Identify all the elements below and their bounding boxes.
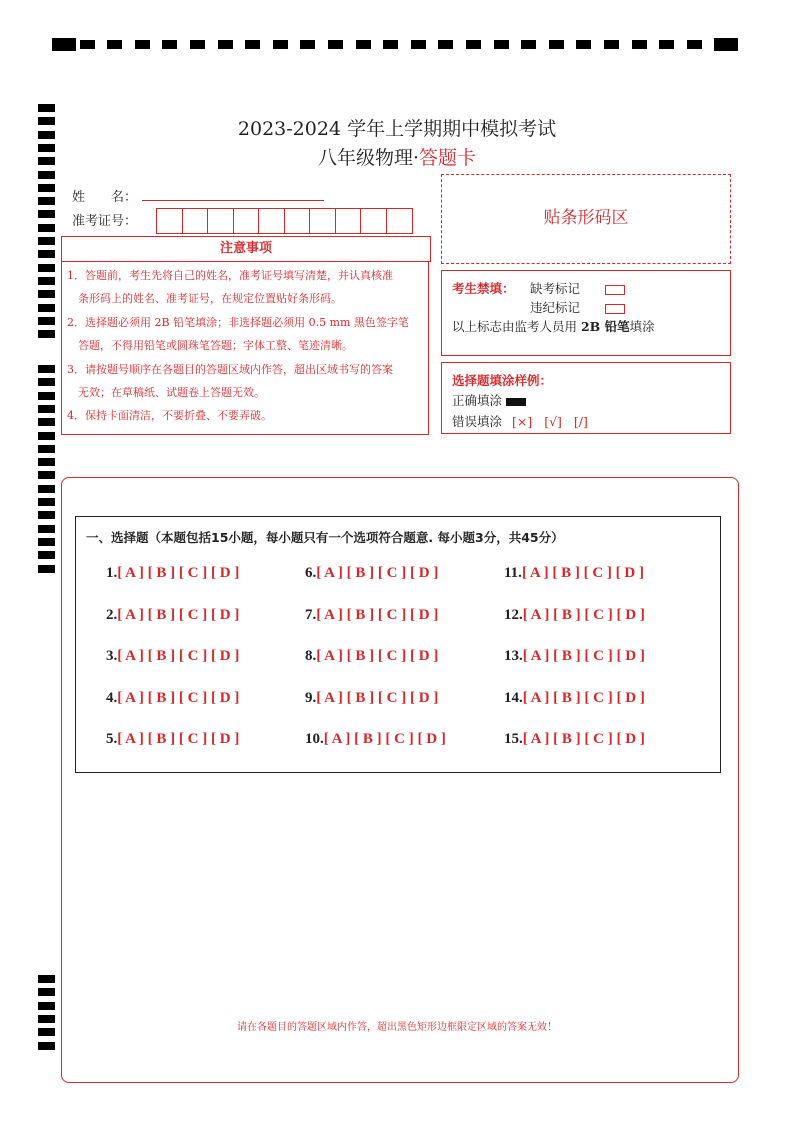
exam-title: 2023-2024 学年上学期期中模拟考试 — [237, 118, 557, 140]
timing-mark — [38, 264, 55, 272]
timing-mark — [38, 104, 55, 112]
timing-mark — [38, 538, 55, 546]
choice-question — [504, 648, 645, 665]
timing-mark — [218, 40, 233, 49]
timing-mark — [38, 277, 55, 285]
question-number: 3. — [106, 648, 118, 664]
timing-mark — [549, 40, 564, 49]
choice-question — [504, 565, 644, 582]
answer-options[interactable]: [ A ] [ B ] [ C ] [ D ] — [522, 648, 645, 664]
answer-options[interactable]: [ A ] [ B ] [ C ] [ D ] — [117, 648, 240, 664]
timing-mark — [494, 40, 509, 49]
exam-id-boxes[interactable] — [156, 208, 413, 234]
timing-mark — [38, 988, 55, 996]
timing-mark — [632, 40, 647, 49]
timing-mark — [38, 290, 55, 298]
timing-mark — [38, 330, 55, 338]
timing-mark — [135, 40, 150, 49]
timing-mark — [576, 40, 591, 49]
timing-mark — [38, 378, 55, 386]
notice-line: 答题，不得用铅笔或圆珠笔答题；字体工整、笔迹清晰。 — [67, 339, 353, 352]
violation-mark-box[interactable] — [605, 304, 625, 314]
question-number: 14. — [504, 690, 523, 706]
choice-question — [305, 690, 438, 707]
correct-fill-row: 正确填涂 — [452, 391, 526, 409]
choice-question — [106, 565, 239, 582]
name-field[interactable] — [142, 200, 324, 201]
notice-line: 4．保持卡面清洁，不要折叠、不要弄破。 — [67, 409, 272, 422]
answer-options[interactable]: [ A ] [ B ] [ C ] [ D ] — [521, 565, 644, 581]
exam-subtitle: 八年级物理·答题卡 — [317, 147, 477, 169]
answer-options[interactable]: [ A ] [ B ] [ C ] [ D ] — [117, 690, 240, 706]
absent-mark-box[interactable] — [605, 285, 625, 295]
timing-mark — [38, 237, 55, 245]
timing-mark — [714, 38, 738, 51]
exam-id-box[interactable] — [208, 209, 234, 233]
timing-mark — [38, 250, 55, 258]
choice-question — [106, 648, 239, 665]
timing-mark — [383, 40, 398, 49]
choice-question — [106, 690, 239, 707]
answer-options[interactable]: [ A ] [ B ] [ C ] [ D ] — [117, 607, 240, 623]
exam-id-label: 准考证号： — [72, 214, 138, 229]
answer-options[interactable]: [ A ] [ B ] [ C ] [ D ] — [117, 731, 240, 747]
wrong-fill-row: 错误填涂 [×] [√] [/] — [452, 414, 588, 429]
timing-mark — [245, 40, 260, 49]
forbid-note: 以上标志由监考人员用 2B 铅笔填涂 — [452, 319, 655, 334]
choice-question — [504, 731, 645, 748]
timing-mark — [38, 445, 55, 453]
choice-question — [504, 607, 645, 624]
answer-options[interactable]: [ A ] [ B ] [ C ] [ D ] — [316, 607, 439, 623]
wrong-mark: [√] — [544, 414, 562, 429]
timing-mark — [38, 224, 55, 232]
timing-mark — [162, 40, 177, 49]
choice-question — [106, 731, 239, 748]
question-number: 5. — [106, 731, 118, 747]
answer-options[interactable]: [ A ] [ B ] [ C ] [ D ] — [316, 565, 439, 581]
question-number: 12. — [504, 607, 523, 623]
timing-mark — [38, 551, 55, 559]
timing-mark — [38, 565, 55, 573]
choice-question — [305, 648, 438, 665]
notice-line: 2．选择题必须用 2B 铅笔填涂；非选择题必须用 0.5 mm 黑色签字笔 — [67, 316, 409, 329]
notice-line: 条形码上的姓名、准考证号，在规定位置贴好条形码。 — [67, 292, 342, 305]
question-number: 7. — [305, 607, 317, 623]
answer-options[interactable]: [ A ] [ B ] [ C ] [ D ] — [316, 690, 439, 706]
wrong-mark: [×] — [512, 414, 533, 429]
question-number: 1. — [106, 565, 118, 581]
choice-question — [504, 690, 645, 707]
timing-mark — [411, 40, 426, 49]
exam-id-box[interactable] — [336, 209, 362, 233]
answer-options[interactable]: [ A ] [ B ] [ C ] [ D ] — [316, 648, 439, 664]
timing-marks-top — [52, 38, 750, 52]
timing-mark — [38, 171, 55, 179]
footer-warning: 请在各题目的答题区域内作答，超出黑色矩形边框限定区域的答案无效！ — [237, 1022, 557, 1033]
timing-mark — [107, 40, 122, 49]
timing-mark — [38, 525, 55, 533]
timing-mark — [190, 40, 205, 49]
notice-line: 1．答题前，考生先将自己的姓名，准考证号填写清楚，并认真核准 — [67, 269, 393, 282]
timing-mark — [438, 40, 453, 49]
question-number: 11. — [504, 565, 522, 581]
question-number: 2. — [106, 607, 118, 623]
exam-id-box[interactable] — [387, 209, 413, 233]
timing-mark — [38, 511, 55, 519]
timing-mark — [659, 40, 674, 49]
question-number: 6. — [305, 565, 317, 581]
choice-question — [106, 607, 239, 624]
timing-mark — [328, 40, 343, 49]
exam-id-box[interactable] — [234, 209, 260, 233]
timing-mark — [38, 471, 55, 479]
timing-mark — [38, 197, 55, 205]
wrong-mark: [/] — [573, 414, 588, 429]
violation-mark-row: 违纪标记 — [530, 298, 625, 316]
timing-mark — [38, 405, 55, 413]
answer-options[interactable]: [ A ] [ B ] [ C ] [ D ] — [522, 731, 645, 747]
choice-question — [305, 731, 446, 748]
timing-mark — [466, 40, 481, 49]
absent-mark-row: 缺考标记 — [530, 279, 625, 297]
exam-id-box[interactable] — [285, 209, 311, 233]
timing-mark — [38, 317, 55, 325]
name-label: 姓 名： — [72, 190, 138, 205]
question-number: 9. — [305, 690, 317, 706]
timing-mark — [38, 432, 55, 440]
timing-mark — [38, 210, 55, 218]
timing-mark — [687, 40, 702, 49]
notice-panel — [61, 261, 429, 435]
question-number: 8. — [305, 648, 317, 664]
timing-mark — [300, 40, 315, 49]
notice-title: 注意事项 — [61, 236, 431, 262]
question-number: 4. — [106, 690, 118, 706]
timing-mark — [356, 40, 371, 49]
exam-id-box[interactable] — [310, 209, 336, 233]
timing-mark — [38, 365, 55, 373]
answer-options[interactable]: [ A ] [ B ] [ C ] [ D ] — [522, 690, 645, 706]
timing-mark — [521, 40, 536, 49]
exam-id-box[interactable] — [157, 209, 183, 233]
answer-options[interactable]: [ A ] [ B ] [ C ] [ D ] — [323, 731, 446, 747]
exam-id-box[interactable] — [361, 209, 387, 233]
exam-id-box[interactable] — [183, 209, 209, 233]
examinee-forbidden-panel — [441, 270, 731, 356]
timing-mark — [38, 1002, 55, 1010]
exam-id-box[interactable] — [259, 209, 285, 233]
barcode-area: 贴条形码区 — [441, 174, 731, 264]
answer-options[interactable]: [ A ] [ B ] [ C ] [ D ] — [117, 565, 240, 581]
choice-question — [305, 565, 438, 582]
correct-fill-mark — [506, 398, 526, 406]
timing-mark — [38, 975, 55, 983]
choice-question — [305, 607, 438, 624]
timing-mark — [38, 1042, 55, 1050]
timing-mark — [38, 485, 55, 493]
timing-mark — [80, 40, 95, 49]
timing-mark — [38, 304, 55, 312]
notice-line: 3．请按题号顺序在各题目的答题区域内作答，超出区域书写的答案 — [67, 363, 393, 376]
sample-title: 选择题填涂样例： — [452, 373, 553, 388]
answer-options[interactable]: [ A ] [ B ] [ C ] [ D ] — [522, 607, 645, 623]
timing-mark — [38, 498, 55, 506]
timing-mark — [38, 184, 55, 192]
choice-heading: 一、选择题（本题包括15小题，每小题只有一个选项符合题意. 每小题3分，共45分） — [86, 530, 564, 545]
timing-mark — [38, 458, 55, 466]
timing-mark — [38, 418, 55, 426]
timing-mark — [38, 392, 55, 400]
timing-mark — [604, 40, 619, 49]
question-number: 13. — [504, 648, 523, 664]
question-number: 15. — [504, 731, 523, 747]
fill-sample-panel — [441, 362, 731, 434]
timing-mark — [273, 40, 288, 49]
question-number: 10. — [305, 731, 324, 747]
forbid-label: 考生禁填： — [452, 281, 515, 296]
notice-line: 无效；在草稿纸、试题卷上答题无效。 — [67, 386, 265, 399]
